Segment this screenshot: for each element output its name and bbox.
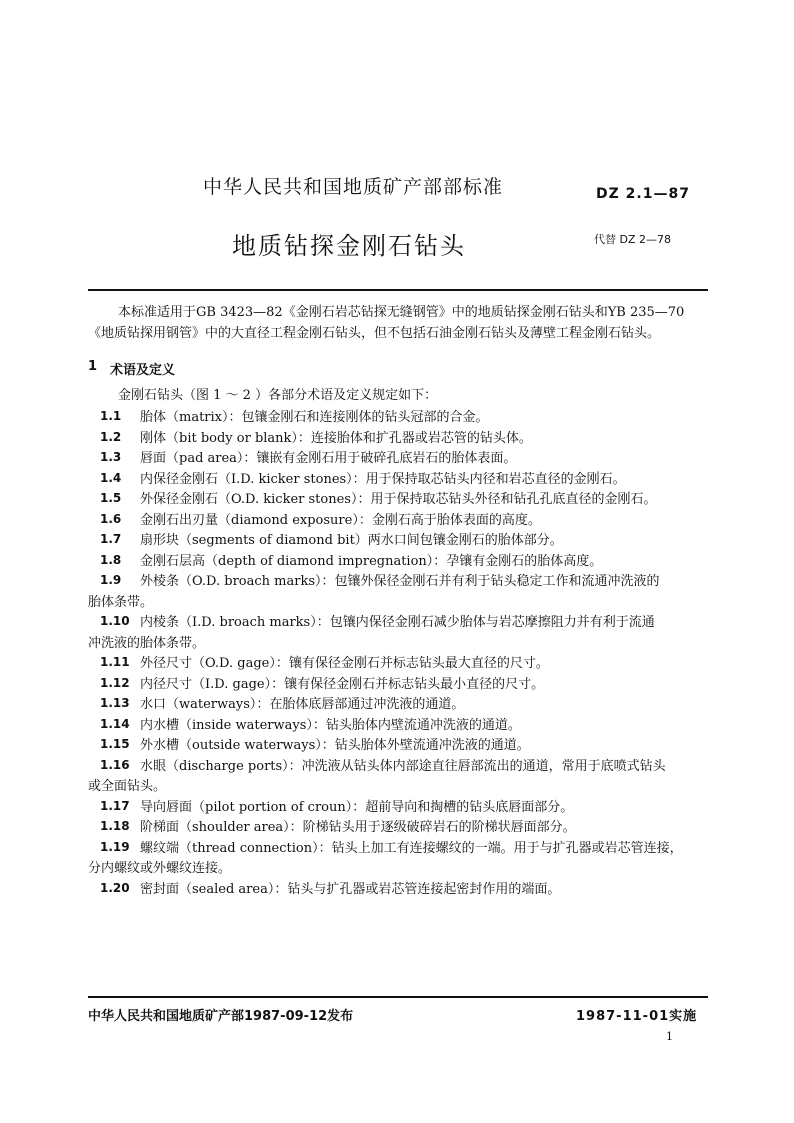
document-title: 地质钻探金刚石钻头	[232, 232, 466, 260]
definition-number: 1.18	[100, 819, 130, 833]
intro-line-2: 《地质钻探用钢管》中的大直径工程金刚石钻头，但不包括石油金刚石钻头及薄壁工程金刚石钻头。	[88, 326, 661, 341]
definition-number: 1.19	[100, 839, 130, 854]
definition-number: 1.2	[100, 429, 122, 444]
definition-number: 1.3	[100, 450, 122, 464]
definition-text: 金刚石出刃量（diamond exposure）：金刚石高于胎体表面的高度。	[140, 512, 541, 528]
page-number: 1	[666, 1030, 673, 1043]
definition-number: 1.11	[100, 655, 130, 669]
section-1-lead: 金刚石钻头（图 1 ～ 2 ）各部分术语及定义规定如下：	[118, 388, 438, 403]
definition-number: 1.9	[100, 573, 122, 587]
definition-number: 1.8	[100, 552, 122, 567]
definition-continuation: 或全面钻头。	[88, 779, 167, 794]
standard-number: DZ 2.1—87	[596, 186, 690, 202]
definition-number: 1.6	[100, 511, 122, 526]
definition-text: 扇形块（segments of diamond bit）两水口间包镶金刚石的胎体部分。	[140, 533, 563, 548]
definition-text: 金刚石层高（depth of diamond impregnation）：孕镶有金刚石的胎体高度。	[140, 553, 603, 569]
definition-text: 胎体（matrix）：包镶金刚石和连接刚体的钻头冠部的合金。	[140, 410, 489, 425]
definition-text: 密封面（sealed area）：钻头与扩孔器或岩芯管连接起密封作用的端面。	[140, 881, 561, 897]
definition-number: 1.15	[100, 737, 130, 751]
definition-text: 水眼（discharge ports）：冲洗液从钻头体内部途直往唇部流出的通道，常用于底喷式钻头	[140, 758, 666, 774]
section-1-number: 1	[88, 359, 98, 374]
definition-number: 1.4	[100, 470, 122, 485]
definition-number: 1.13	[100, 696, 130, 710]
ministry-standard-heading: 中华人民共和国地质矿产部部标准	[203, 176, 504, 198]
bottom-rule	[88, 996, 708, 998]
definition-number: 1.1	[100, 409, 122, 423]
definition-number: 1.12	[100, 675, 130, 690]
definition-text: 内棱条（I.D. broach marks）：包镶内保径金刚石减少胎体与岩芯摩擦阻力并有利于流通	[140, 615, 655, 630]
definition-text: 螺纹端（thread connection）：钻头上加工有连接螺纹的一端。用于与扩孔器或岩芯管连接，	[140, 840, 683, 856]
definition-number: 1.10	[100, 614, 130, 628]
definition-text: 外水槽（outside waterways）：钻头胎体外壁流通冲洗液的通道。	[140, 738, 530, 753]
definition-number: 1.7	[100, 532, 122, 546]
effective-date: 1987-11-01实施	[576, 1009, 698, 1024]
definition-text: 外棱条（O.D. broach marks）：包镶外保径金刚石并有利于钻头稳定工作和流通冲洗液的	[140, 574, 660, 589]
issue-statement: 中华人民共和国地质矿产部1987-09-12发布	[88, 1009, 354, 1024]
definition-continuation: 胎体条带。	[88, 594, 154, 610]
definition-text: 外保径金刚石（O.D. kicker stones）：用于保持取芯钻头外径和钻孔孔底直径的金刚石。	[140, 492, 657, 507]
definition-number: 1.14	[100, 716, 130, 731]
definition-text: 外径尺寸（O.D. gage）：镶有保径金刚石并标志钻头最大直径的尺寸。	[140, 656, 549, 671]
definition-continuation: 分内螺纹或外螺纹连接。	[88, 861, 232, 876]
definition-text: 刚体（bit body or blank）：连接胎体和扩孔器或岩芯管的钻头体。	[140, 430, 532, 446]
definition-text: 内保径金刚石（I.D. kicker stones）：用于保持取芯钻头内径和岩芯直径的金刚石。	[140, 471, 626, 487]
definition-number: 1.17	[100, 798, 130, 813]
definition-number: 1.5	[100, 491, 122, 505]
intro-line-1: 本标准适用于GB 3423—82《金刚石岩芯钻探无缝钢管》中的地质钻探金刚石钻头和YB 235—70	[118, 305, 685, 320]
definition-text: 唇面（pad area）：镶嵌有金刚石用于破碎孔底岩石的胎体表面。	[140, 451, 517, 466]
definition-continuation: 冲洗液的胎体条带。	[88, 635, 206, 651]
definition-text: 阶梯面（shoulder area）：阶梯钻头用于逐级破碎岩石的阶梯状唇面部分。	[140, 820, 576, 835]
definition-number: 1.20	[100, 880, 130, 895]
definition-text: 导向唇面（pilot portion of croun）：超前导向和掏槽的钻头底唇面部分。	[140, 799, 574, 815]
section-1-title: 术语及定义	[110, 363, 176, 378]
definition-text: 水口（waterways）：在胎体底唇部通过冲洗液的通道。	[140, 697, 465, 712]
top-rule	[88, 289, 708, 291]
definition-text: 内径尺寸（I.D. gage）：镶有保径金刚石并标志钻头最小直径的尺寸。	[140, 676, 545, 692]
definition-number: 1.16	[100, 757, 130, 772]
replaces-note: 代替 DZ 2—78	[594, 233, 671, 246]
definition-text: 内水槽（inside waterways）：钻头胎体内壁流通冲洗液的通道。	[140, 717, 521, 733]
